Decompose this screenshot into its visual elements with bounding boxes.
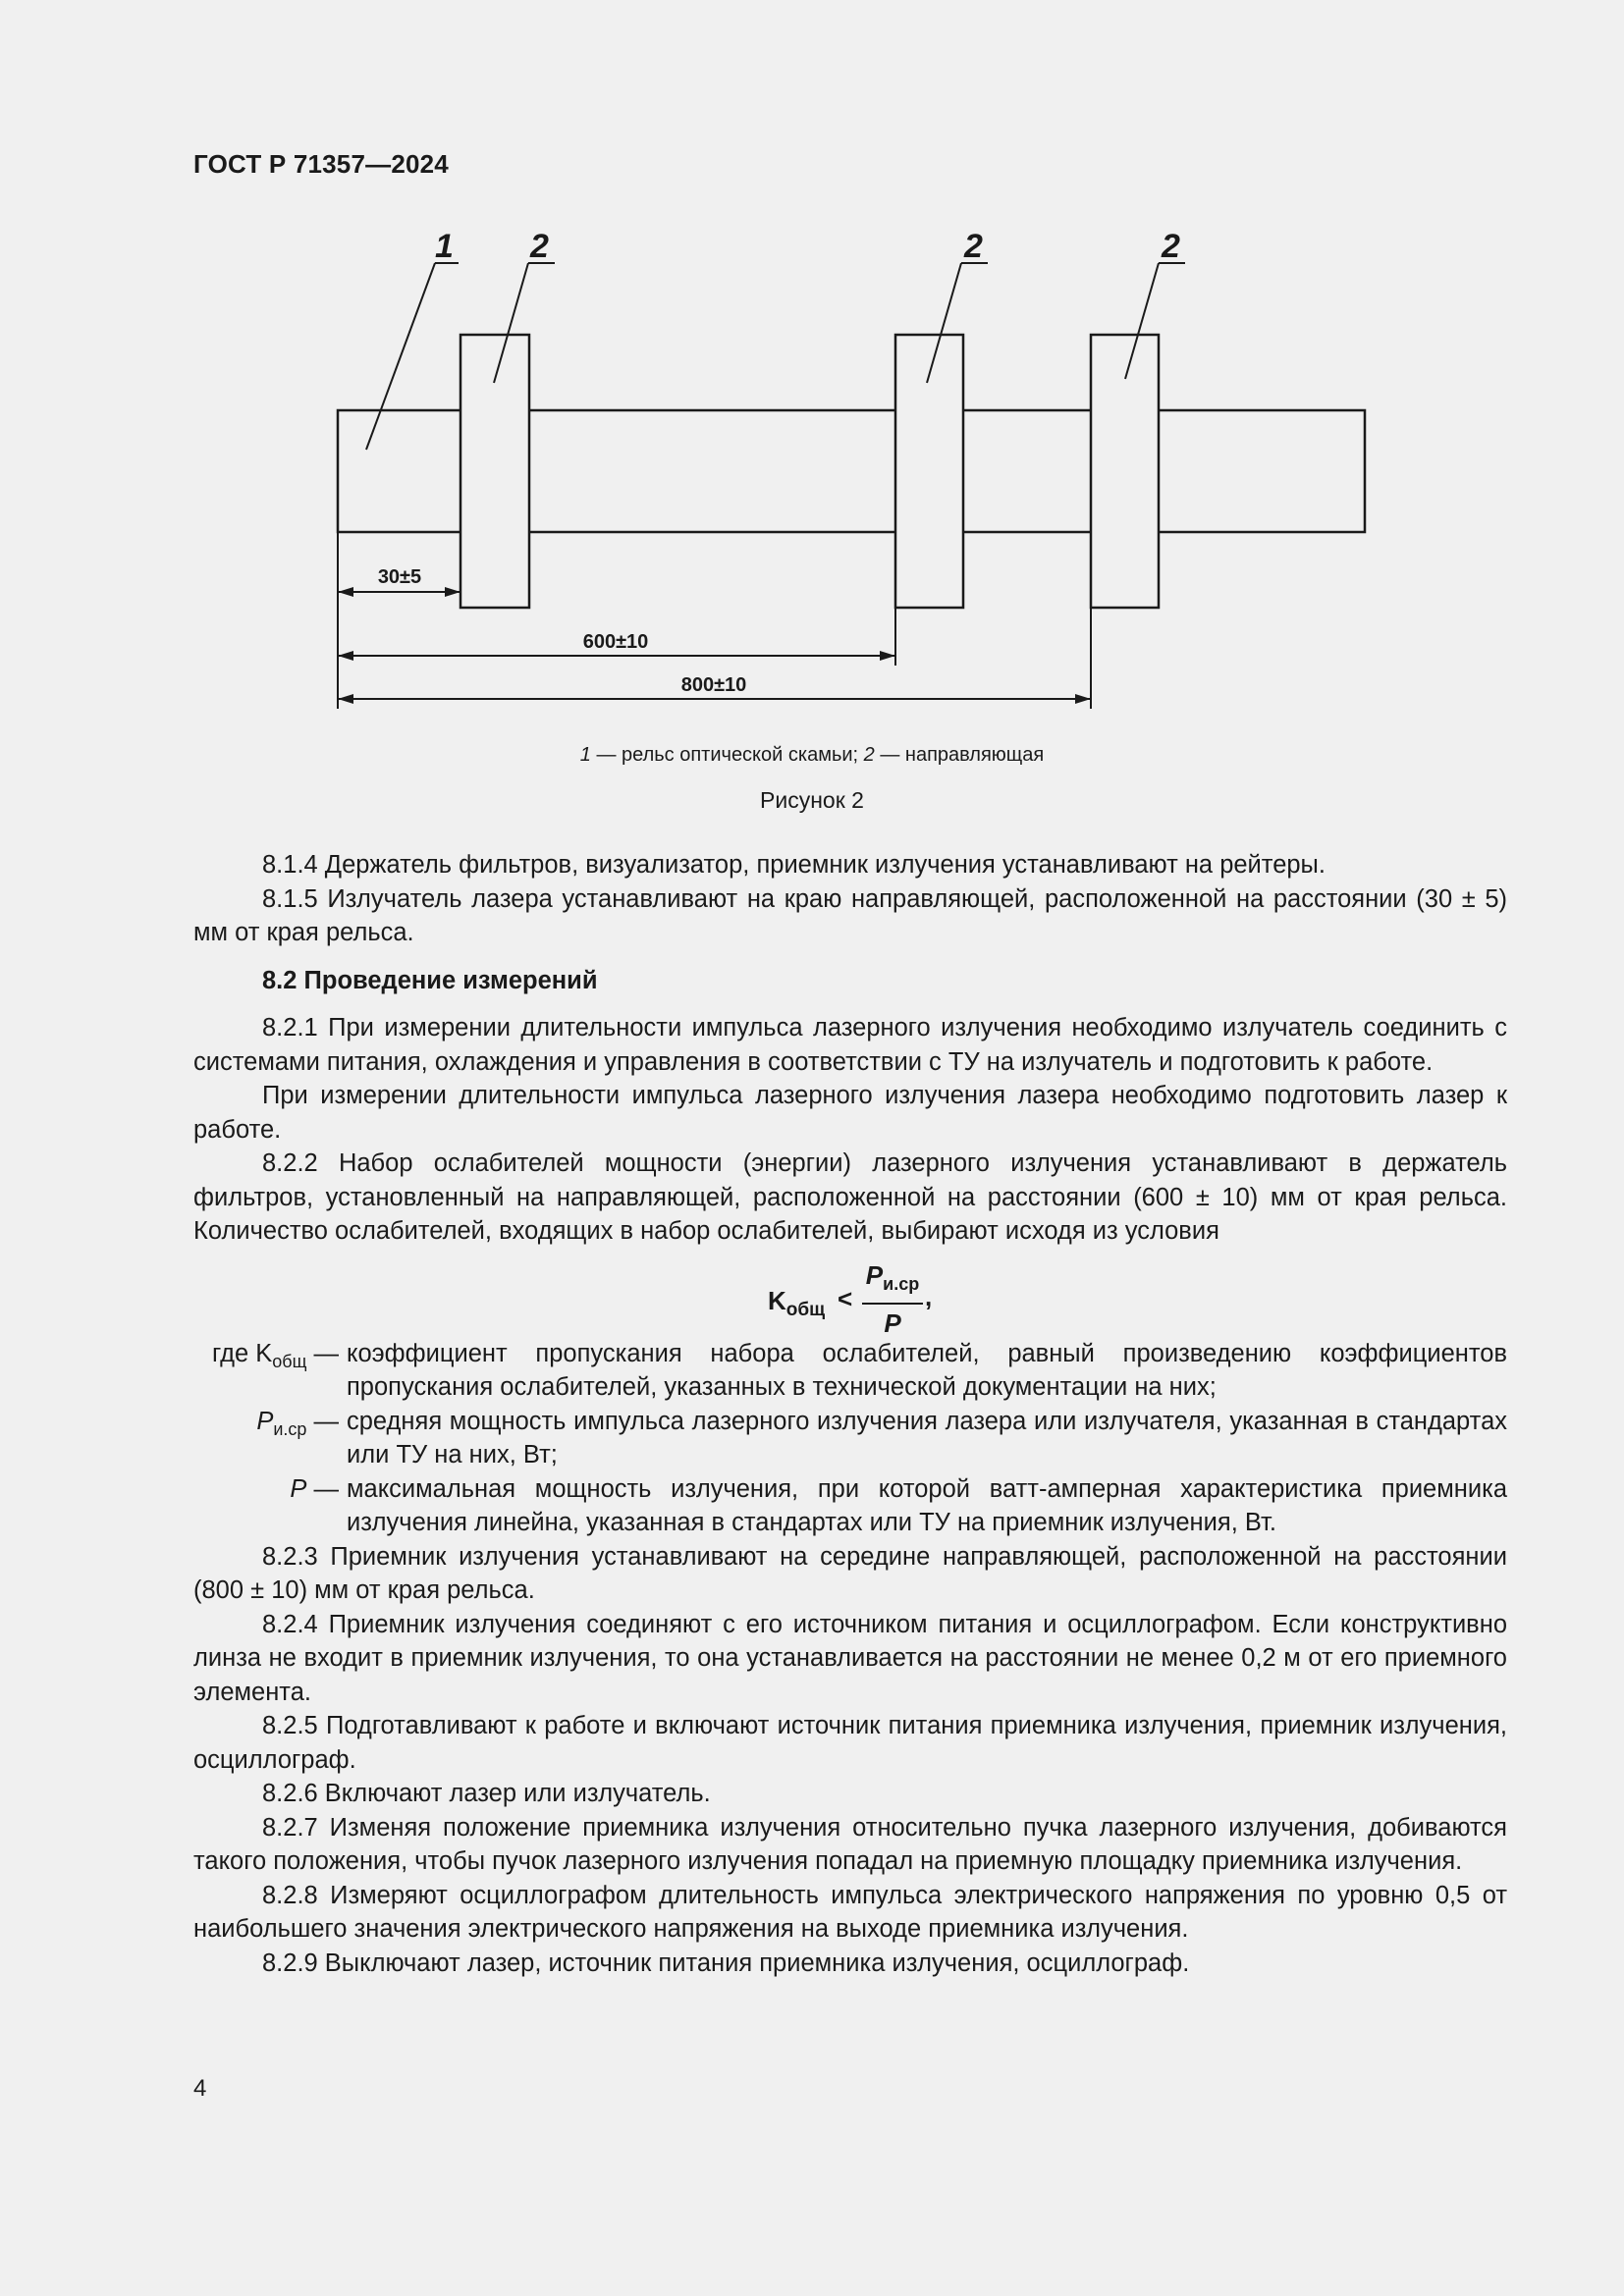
paragraph-8-2-3: 8.2.3 Приемник излучения устанавливают на середине направляющей, расположенной на расстоянии (800 ± 10) мм от края рельса. bbox=[193, 1542, 1507, 1604]
callout-2b: 2 bbox=[964, 228, 983, 265]
paragraph-8-2-9: 8.2.9 Выключают лазер, источник питания приемника излучения, осциллограф. bbox=[262, 1949, 1190, 1977]
document-body bbox=[193, 848, 1507, 1980]
callout-2a: 2 bbox=[530, 228, 549, 265]
paragraph-8-1-5: 8.1.5 Излучатель лазера устанавливают на краю направляющей, расположенной на расстоянии (30 ± 5) мм от края рельса. bbox=[193, 884, 1507, 946]
figure-legend: 1 — рельс оптической скамьи; 2 — направляющая bbox=[579, 744, 1045, 766]
figure-caption: Рисунок 2 bbox=[760, 787, 864, 813]
section-heading-8-2: 8.2 Проведение измерений bbox=[262, 966, 598, 994]
definition-k-total: где $K_{общ}$ — коэффициент пропускания набора ослабителей, равный произведению коэффициентов пропускания ослабителей, указанных в технической документации на них; bbox=[211, 1339, 1507, 1401]
paragraph-8-2-7: 8.2.7 Изменяя положение приемника излучения относительно пучка лазерного излучения, добиваются такого положения, чтобы пучок лазерного излучения попадал на приемную площадку приемника излучения. bbox=[193, 1813, 1507, 1875]
definition-p-max: P — максимальная мощность излучения, при которой ватт-амперная характеристика приемника излучения линейна, указанная в стандартах или ТУ на приемник излучения, Вт. bbox=[290, 1474, 1507, 1536]
formula-definitions bbox=[193, 1337, 1507, 1540]
paragraph-8-2-8: 8.2.8 Измеряют осциллографом длительность импульса электрического напряжения по уровню 0,5 от наибольшего значения электрического напряжения на выходе приемника излучения. bbox=[193, 1881, 1507, 1943]
paragraph-8-2-6: 8.2.6 Включают лазер или излучатель. bbox=[262, 1780, 711, 1807]
page-number: 4 bbox=[193, 2075, 207, 2102]
paragraph-8-2-1: 8.2.1 При измерении длительности импульса лазерного излучения необходимо излучатель соединить с системами питания, охлаждения и управления в соответствии с ТУ на излучатель и подготовить к работе. bbox=[193, 1014, 1507, 1076]
guide-3 bbox=[1091, 335, 1159, 608]
paragraph-8-1-4: 8.1.4 Держатель фильтров, визуализатор, приемник излучения устанавливают на рейтеры. bbox=[262, 851, 1326, 879]
paragraph-8-2-5: 8.2.5 Подготавливают к работе и включают источник питания приемника излучения, приемник излучения, осциллограф. bbox=[193, 1712, 1507, 1774]
callout-2c: 2 bbox=[1162, 228, 1180, 265]
dimension-30: 30±5 bbox=[377, 566, 422, 588]
paragraph-8-2-4: 8.2.4 Приемник излучения соединяют с его источником питания и осциллографом. Если конструктивно линза не входит в приемник излучения, то она устанавливается на расстоянии не менее 0,2 м от его приемного элемента. bbox=[193, 1610, 1507, 1706]
callout-1: 1 bbox=[435, 228, 454, 265]
guide-1 bbox=[460, 335, 529, 608]
definition-p-avg: $P_{и.ср}$ — средняя мощность импульса лазерного излучения лазера или излучателя, указанная в стандартах или ТУ на них, Вт; bbox=[256, 1407, 1507, 1468]
standard-header: ГОСТ Р 71357—2024 bbox=[193, 149, 449, 179]
attenuation-formula: $K_{общ}$ < $P_{и.ср}$ P , bbox=[768, 1259, 933, 1339]
paragraph-8-2-2: 8.2.2 Набор ослабителей мощности (энергии) лазерного излучения устанавливают в держатель фильтров, установленный на направляющей, расположенной на расстоянии (600 ± 10) мм от края рельса. Количество ослабителей, входящих в набор ослабителей, выбирают исходя из условия bbox=[193, 1149, 1507, 1245]
dimension-800: 800±10 bbox=[680, 674, 747, 696]
figure-2-diagram bbox=[0, 0, 1624, 746]
paragraph-8-2-1b: При измерении длительности импульса лазерного излучения лазера необходимо подготовить лазер к работе. bbox=[193, 1082, 1507, 1144]
dimension-600: 600±10 bbox=[582, 631, 649, 653]
